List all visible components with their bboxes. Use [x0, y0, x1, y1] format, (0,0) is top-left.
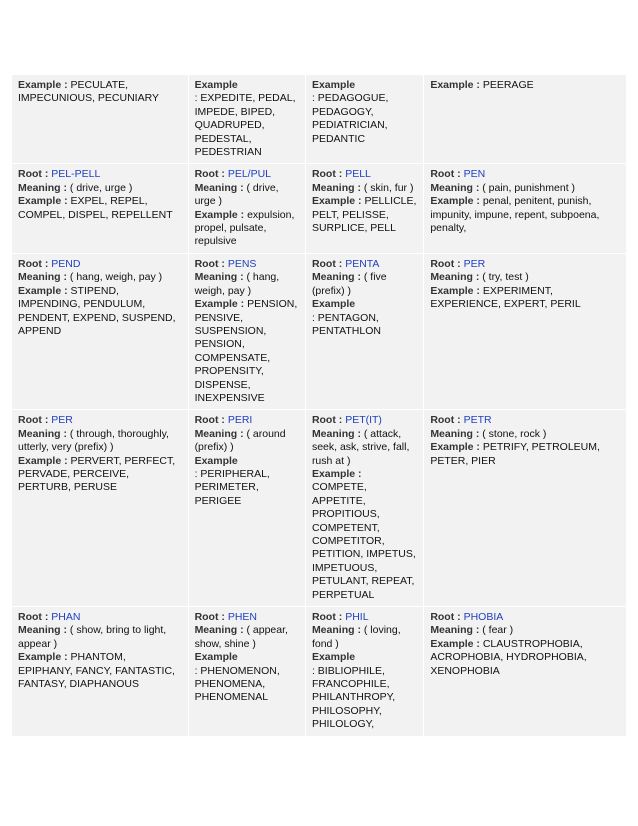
table-row — [12, 607, 626, 736]
example-value: PERVERT, PERFECT, PERVADE, PERCEIVE, PERTURB, PERUSE — [18, 454, 176, 494]
example-label: Example : — [311, 467, 362, 480]
root-value: PER — [463, 257, 486, 270]
root-label: Root : — [194, 168, 225, 181]
example-label: Example — [194, 79, 238, 91]
root-cell — [424, 607, 626, 736]
meaning-label: Meaning : — [430, 624, 480, 637]
meaning-line — [195, 428, 300, 455]
meaning-value: ( stone, rock ) — [482, 427, 547, 440]
example-value: COMPETE, APPETITE, PROPITIOUS, COMPETENT, COMPETITOR, PETITION, IMPETUS, IMPETUOUS, PETULANT, REPEAT, PERPETUAL — [311, 481, 416, 601]
meaning-label: Meaning : — [194, 181, 244, 194]
example-line — [195, 79, 300, 159]
example-line — [312, 79, 418, 146]
meaning-value: ( hang, weigh, pay ) — [194, 271, 280, 297]
example-value: : EXPEDITE, PEDAL, IMPEDE, BIPED, QUADRUPED, PEDESTAL, PEDESTRIAN — [194, 92, 296, 159]
example-label: Example : — [430, 79, 480, 91]
root-line — [312, 611, 418, 624]
root-label: Root : — [18, 414, 49, 427]
meaning-label: Meaning : — [311, 271, 361, 284]
root-line — [195, 414, 300, 427]
example-line — [430, 79, 621, 92]
root-label: Root : — [311, 414, 343, 427]
meaning-value: ( drive, urge ) — [69, 181, 133, 194]
root-label: Root : — [194, 611, 225, 624]
root-value: PERI — [227, 414, 253, 427]
root-cell — [424, 254, 626, 409]
root-cell — [306, 75, 423, 163]
example-value: PETRIFY, PETROLEUM, PETER, PIER — [430, 441, 600, 467]
example-line — [195, 651, 300, 705]
root-value: PHAN — [51, 611, 81, 624]
meaning-label: Meaning : — [194, 271, 244, 284]
example-value: CLAUSTROPHOBIA, ACROPHOBIA, HYDROPHOBIA, XENOPHOBIA — [430, 637, 587, 677]
meaning-value: ( attack, seek, ask, strive, fall, rush at ) — [311, 427, 410, 467]
example-line — [195, 298, 300, 405]
example-value: : PENTAGON, PENTATHLON — [311, 311, 381, 337]
example-value: EXPEL, REPEL, COMPEL, DISPEL, REPELLENT — [18, 195, 173, 221]
meaning-value: ( show, bring to light, appear ) — [18, 624, 167, 650]
example-value: expulsion, propel, pulsate, repulsive — [194, 208, 295, 248]
root-cell — [189, 254, 305, 409]
example-label: Example : — [430, 195, 480, 208]
example-value: EXPERIMENT, EXPERIENCE, EXPERT, PERIL — [430, 284, 581, 311]
example-label: Example : — [194, 208, 245, 221]
example-label: Example — [311, 79, 356, 91]
example-line — [18, 285, 183, 339]
example-label: Example — [311, 298, 356, 311]
example-label: Example — [194, 454, 238, 467]
root-cell — [306, 164, 423, 252]
meaning-value: ( pain, punishment ) — [482, 181, 576, 194]
meaning-value: ( through, thoroughly, utterly, very (prefix) ) — [18, 427, 169, 454]
root-line — [18, 258, 183, 271]
root-label: Root : — [311, 168, 343, 181]
meaning-label: Meaning : — [18, 427, 67, 440]
example-line — [312, 468, 418, 602]
meaning-label: Meaning : — [18, 271, 67, 284]
meaning-line — [18, 271, 183, 284]
meaning-label: Meaning : — [311, 624, 361, 637]
example-line — [195, 455, 300, 509]
root-line — [18, 611, 183, 624]
roots-table-container — [11, 74, 627, 737]
meaning-label: Meaning : — [311, 181, 361, 194]
meaning-value: ( skin, fur ) — [363, 181, 414, 194]
root-cell — [306, 410, 423, 606]
root-value: PHIL — [345, 611, 369, 624]
table-body — [12, 75, 626, 736]
root-value: PEL/PUL — [227, 168, 272, 181]
example-label: Example : — [430, 637, 480, 650]
example-value: PENSION, PENSIVE, SUSPENSION, PENSION, COMPENSATE, PROPENSITY, DISPENSE, INEXPENSIVE — [194, 298, 298, 404]
root-value: PELL — [345, 168, 371, 181]
example-line — [430, 441, 621, 468]
root-cell — [424, 164, 626, 252]
root-value: PER — [51, 414, 73, 427]
meaning-label: Meaning : — [18, 181, 67, 194]
example-label: Example : — [18, 651, 68, 664]
meaning-value: ( loving, fond ) — [311, 624, 401, 650]
example-label: Example — [194, 651, 238, 664]
meaning-value: ( drive, urge ) — [194, 181, 279, 208]
example-label: Example : — [194, 298, 245, 311]
meaning-label: Meaning : — [430, 271, 480, 284]
example-value: STIPEND, IMPENDING, PENDULUM, PENDENT, EXPEND, SUSPEND, APPEND — [18, 284, 176, 337]
meaning-line — [430, 624, 621, 637]
example-label: Example : — [311, 195, 362, 208]
root-value: PENTA — [345, 257, 380, 270]
table-row — [12, 254, 626, 409]
example-label: Example : — [18, 79, 68, 91]
root-value: PEL-PELL — [51, 168, 101, 181]
meaning-value: ( five (prefix) ) — [311, 271, 387, 297]
example-line — [18, 455, 183, 495]
example-value: : PHENOMENON, PHENOMENA, PHENOMENAL — [194, 664, 280, 704]
example-value: PELLICLE, PELT, PELISSE, SURPLICE, PELL — [311, 195, 417, 235]
example-value: : BIBLIOPHILE, FRANCOPHILE, PHILANTHROPY, PHILOSOPHY, PHILOLOGY, — [311, 664, 396, 731]
example-line — [18, 79, 183, 106]
table-row — [12, 164, 626, 252]
root-value: PETR — [463, 414, 492, 427]
example-line — [430, 285, 621, 312]
root-cell — [12, 607, 188, 736]
example-line — [430, 638, 621, 678]
root-line — [195, 611, 300, 624]
root-line — [18, 168, 183, 181]
root-line — [312, 258, 418, 271]
root-label: Root : — [430, 611, 461, 624]
root-line — [430, 414, 621, 427]
root-value: PHOBIA — [463, 611, 504, 624]
root-cell — [306, 254, 423, 409]
root-value: PEND — [51, 257, 81, 270]
root-value: PENS — [227, 257, 257, 270]
word-roots-table — [11, 74, 627, 737]
root-cell — [189, 75, 305, 163]
table-row — [12, 410, 626, 606]
root-cell — [424, 75, 626, 163]
example-line — [312, 651, 418, 731]
meaning-line — [312, 624, 418, 651]
example-line — [18, 195, 183, 222]
meaning-line — [195, 182, 300, 209]
root-value: PHEN — [227, 611, 257, 624]
root-value: PEN — [463, 168, 486, 181]
meaning-line — [430, 271, 621, 284]
meaning-label: Meaning : — [311, 427, 361, 440]
example-label: Example : — [430, 441, 480, 454]
meaning-value: ( around (prefix) ) — [194, 427, 286, 454]
example-label: Example : — [18, 454, 68, 467]
root-cell — [306, 607, 423, 736]
root-cell — [12, 410, 188, 606]
root-line — [18, 414, 183, 427]
meaning-label: Meaning : — [430, 427, 480, 440]
root-label: Root : — [194, 414, 225, 427]
root-line — [195, 168, 300, 181]
root-line — [312, 414, 418, 427]
root-cell — [189, 164, 305, 252]
meaning-line — [312, 271, 418, 298]
meaning-line — [312, 182, 418, 195]
example-value: : PEDAGOGUE, PEDAGOGY, PEDIATRICIAN, PEDANTIC — [311, 92, 389, 145]
root-label: Root : — [311, 611, 343, 624]
meaning-line — [430, 182, 621, 195]
meaning-line — [195, 271, 300, 298]
root-line — [312, 168, 418, 181]
root-cell — [424, 410, 626, 606]
meaning-value: ( hang, weigh, pay ) — [69, 271, 163, 284]
example-value: : PERIPHERAL, PERIMETER, PERIGEE — [194, 467, 270, 507]
root-line — [430, 168, 621, 181]
meaning-value: ( fear ) — [482, 624, 514, 637]
example-label: Example : — [430, 284, 480, 297]
meaning-label: Meaning : — [194, 624, 244, 637]
meaning-line — [18, 182, 183, 195]
root-cell — [189, 410, 305, 606]
example-label: Example : — [18, 195, 68, 208]
example-label: Example : — [18, 284, 68, 297]
root-label: Root : — [194, 257, 225, 270]
example-line — [18, 651, 183, 691]
meaning-line — [430, 428, 621, 441]
meaning-line — [312, 428, 418, 468]
example-line — [195, 209, 300, 249]
example-line — [430, 195, 621, 235]
root-label: Root : — [18, 168, 49, 181]
example-label: Example — [311, 651, 356, 664]
root-cell — [12, 75, 188, 163]
table-row — [12, 75, 626, 163]
example-line — [312, 195, 418, 235]
meaning-line — [18, 624, 183, 651]
example-value: PECULATE, IMPECUNIOUS, PECUNIARY — [18, 79, 159, 105]
meaning-line — [18, 428, 183, 455]
root-value: PET(IT) — [345, 414, 382, 427]
root-cell — [12, 254, 188, 409]
root-label: Root : — [18, 611, 49, 624]
meaning-value: ( try, test ) — [482, 271, 529, 284]
root-cell — [12, 164, 188, 252]
meaning-label: Meaning : — [430, 181, 480, 194]
meaning-line — [195, 624, 300, 651]
root-label: Root : — [430, 257, 461, 270]
meaning-label: Meaning : — [18, 624, 67, 637]
root-cell — [189, 607, 305, 736]
root-label: Root : — [430, 414, 461, 427]
example-value: penal, penitent, punish, impunity, impune, repent, subpoena, penalty, — [430, 195, 600, 235]
root-label: Root : — [311, 257, 343, 270]
root-line — [195, 258, 300, 271]
root-label: Root : — [18, 257, 49, 270]
example-value: PEERAGE — [482, 79, 534, 91]
root-label: Root : — [430, 168, 461, 181]
meaning-label: Meaning : — [194, 427, 244, 440]
root-line — [430, 258, 621, 271]
meaning-value: ( appear, show, shine ) — [194, 624, 288, 650]
root-line — [430, 611, 621, 624]
example-line — [312, 298, 418, 338]
example-value: PHANTOM, EPIPHANY, FANCY, FANTASTIC, FANTASY, DIAPHANOUS — [18, 651, 175, 691]
